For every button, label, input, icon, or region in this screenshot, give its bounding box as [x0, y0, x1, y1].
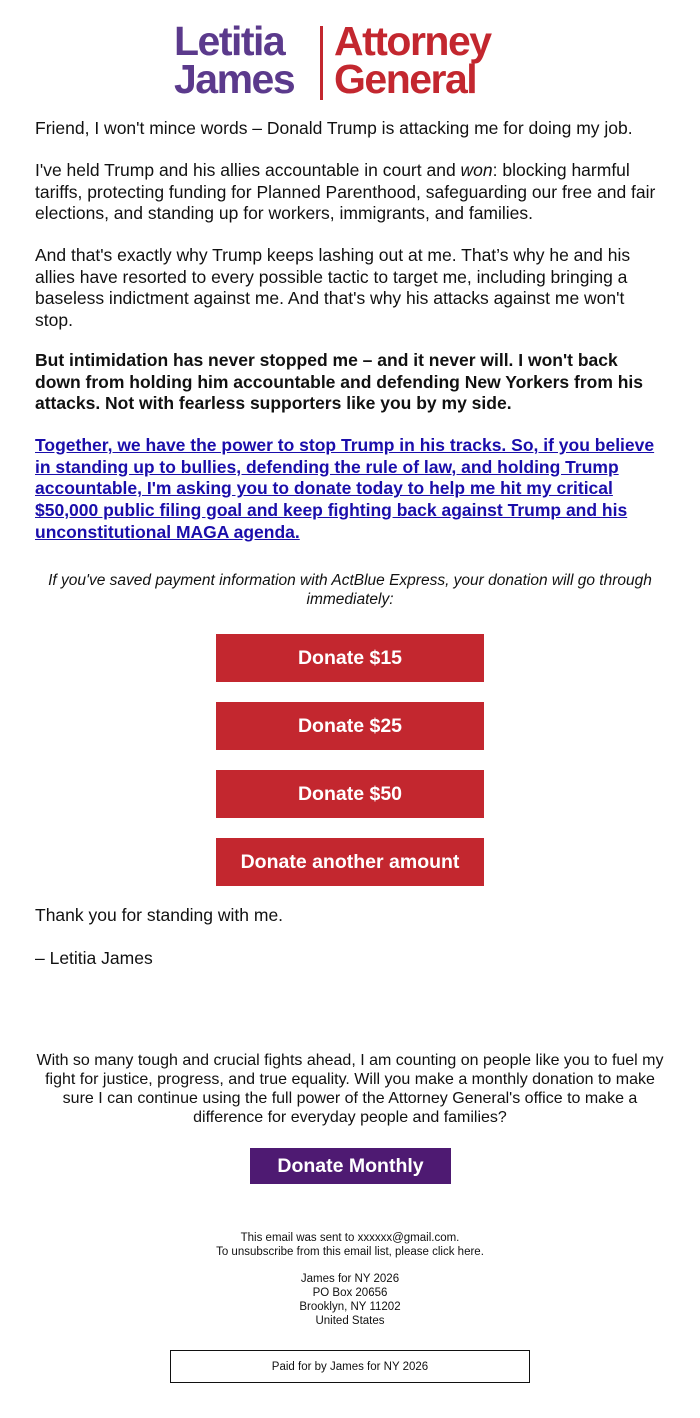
logo-title: [334, 18, 491, 102]
monthly-appeal-text: With so many tough and crucial fights ahead, I am counting on people like you to fuel my fight for justice, progress, and true equality. Will you make a monthly donation to make sure I can continue using the full power of the Attorney General's office to make a difference for everyday people and families?: [36, 1052, 664, 1126]
paragraph-attacks: And that's exactly why Trump keeps lashing out at me. That’s why he and his allies have resorted to every possible tactic to target me, including bringing a baseless indictment against me. And that's why his attacks against me won't stop.: [35, 245, 631, 331]
logo: [0, 18, 700, 102]
unsubscribe-prefix: To unsubscribe from this email list, please: [216, 1246, 433, 1258]
donate-appeal-link[interactable]: Together, we have the power to stop Trump in his tracks. So, if you believe in standing up to bullies, defending the rule of law, and holding Trump accountable, I'm asking you to donate today to help me hit my critical $50,000 public filing goal and keep fighting back against Trump and his unconstitutional MAGA agenda.: [35, 435, 655, 542]
paragraph-accountability-start: I've held Trump and his allies accountable in court and: [35, 160, 461, 180]
donate-monthly-button[interactable]: Donate Monthly: [250, 1148, 451, 1184]
logo-title-line2: General: [334, 56, 477, 102]
paid-for-text: Paid for by James for NY 2026: [271, 1360, 429, 1373]
address-line-3: Brooklyn, NY 11202: [299, 1301, 401, 1313]
logo-divider: [320, 26, 323, 100]
logo-title-line1: Attorney: [334, 18, 491, 64]
donate-50-button[interactable]: Donate $50: [216, 770, 484, 818]
address-line-2: PO Box 20656: [312, 1287, 388, 1299]
actblue-express-note: If you've saved payment information with ActBlue Express, your donation will go through immediately:: [48, 572, 652, 608]
signature: – Letitia James: [35, 948, 153, 968]
paragraph-accountability: [35, 160, 667, 225]
thank-you-text: Thank you for standing with me.: [35, 905, 284, 925]
sent-to-prefix: This email was sent to: [240, 1232, 358, 1244]
donate-15-button[interactable]: Donate $15: [216, 634, 484, 682]
paid-for-disclaimer: [170, 1350, 530, 1383]
sent-to-line: [0, 1231, 700, 1245]
logo-name-line2: James: [174, 56, 295, 102]
paragraph-intimidation: But intimidation has never stopped me – and it never will. I won't back down from holding him accountable and defending New Yorkers from his attacks. Not with fearless supporters like you by my side.: [35, 350, 644, 414]
paragraph-accountability-end: : blocking harmful tariffs, protecting funding for Planned Parenthood, safeguarding our free and fair elections, and standing up for workers, immigrants, and families.: [35, 160, 656, 224]
donate-25-button[interactable]: Donate $25: [216, 702, 484, 750]
paragraph-intro: Friend, I won't mince words – Donald Trump is attacking me for doing my job.: [35, 118, 633, 138]
logo-name-line1: Letitia: [174, 18, 285, 64]
unsubscribe-line: [0, 1245, 700, 1259]
unsubscribe-link[interactable]: click here: [432, 1246, 481, 1258]
logo-name: [174, 18, 295, 102]
address-line-4: United States: [315, 1315, 385, 1327]
paragraph-donate-link-wrapper: [35, 435, 667, 544]
paragraph-accountability-emphasis: won: [460, 160, 493, 180]
sent-to-suffix: .: [456, 1232, 460, 1244]
unsubscribe-suffix: .: [480, 1246, 484, 1258]
recipient-email: xxxxxx@gmail.com: [357, 1232, 457, 1244]
donate-other-amount-button[interactable]: Donate another amount: [216, 838, 484, 886]
address-line-1: James for NY 2026: [300, 1273, 400, 1285]
